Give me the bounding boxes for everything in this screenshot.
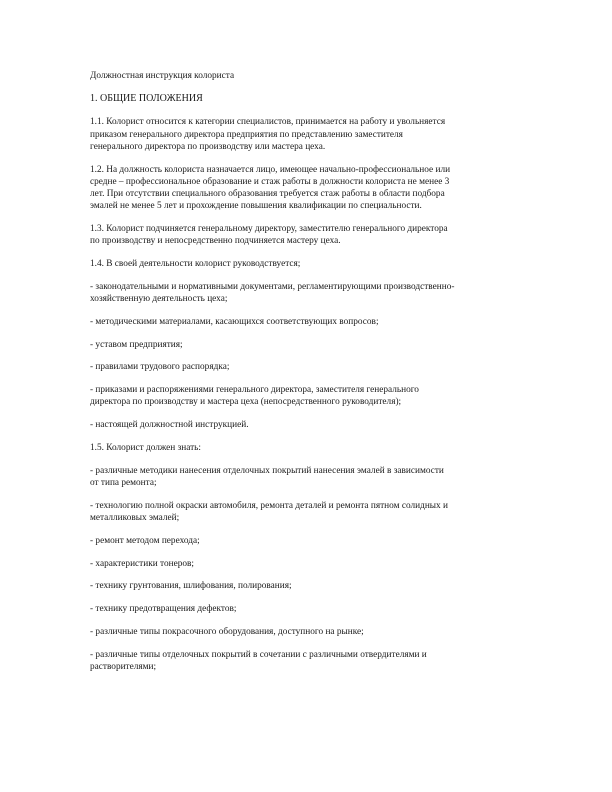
paragraph-line: - настоящей должностной инструкцией. <box>90 420 249 431</box>
list-item <box>90 281 530 305</box>
section-heading: 1. ОБЩИЕ ПОЛОЖЕНИЯ <box>90 93 203 105</box>
paragraph-line: приказом генерального директора предприятия по представлению заместителя <box>90 129 403 140</box>
paragraph-line: - уставом предприятия; <box>90 339 183 350</box>
paragraph-line: 1.4. В своей деятельности колорист руководствуется; <box>90 259 301 270</box>
paragraph-1-2 <box>90 164 530 213</box>
paragraph-line: - характеристики тонеров; <box>90 558 194 569</box>
list-item <box>90 316 530 328</box>
paragraph-line: - технику предотвращения дефектов; <box>90 604 237 615</box>
paragraph-line: по производству и непосредственно подчиняется мастеру цеха. <box>90 236 341 247</box>
list-item <box>90 465 530 489</box>
list-item <box>90 384 530 408</box>
list-item <box>90 626 530 638</box>
list-item <box>90 558 530 570</box>
list-item <box>90 535 530 547</box>
paragraph-1-5 <box>90 442 530 454</box>
paragraph-line: - правилами трудового распорядка; <box>90 362 230 373</box>
paragraph-line: 1.1. Колорист относится к категории специалистов, принимается на работу и увольняется <box>90 117 446 128</box>
paragraph-line: от типа ремонта; <box>90 478 157 488</box>
paragraph-line: директора по производству и мастера цеха (непосредственного руководителя); <box>90 397 402 408</box>
paragraph-line: - ремонт методом перехода; <box>90 535 200 546</box>
paragraph-line: 1.3. Колорист подчиняется генеральному директору, заместителю генерального директора <box>90 224 448 235</box>
paragraph-1-1 <box>90 116 530 153</box>
paragraph-1-3 <box>90 223 530 247</box>
list-item <box>90 361 530 373</box>
paragraph-line: хозяйственную деятельность цеха; <box>90 294 228 305</box>
paragraph-line: металликовых эмалей; <box>90 513 180 523</box>
paragraph-line: лет. При отсутствии специального образования требуется стаж работы в области подбора <box>90 189 445 200</box>
list-item <box>90 580 530 592</box>
paragraph-line: - приказами и распоряжениями генерального директора, заместителя генерального <box>90 385 419 396</box>
paragraph-line: - различные типы покрасочного оборудования, доступного на рынке; <box>90 626 364 637</box>
paragraph-line: - законодательными и нормативными документами, регламентирующими производственно- <box>90 281 455 292</box>
paragraph-line: - различные типы отделочных покрытий в сочетании с различными отвердителями и <box>90 649 427 660</box>
paragraph-line: - различные методики нанесения отделочных покрытий нанесения эмалей в зависимости <box>90 465 444 476</box>
document-page <box>90 70 530 684</box>
list-item <box>90 603 530 615</box>
paragraph-line: 1.2. На должность колориста назначается лицо, имеющее начально-профессиональное или <box>90 164 451 175</box>
paragraph-1-4 <box>90 258 530 270</box>
list-item <box>90 500 530 524</box>
paragraph-line: 1.5. Колорист должен знать: <box>90 443 201 453</box>
list-item <box>90 649 530 673</box>
paragraph-line: - технику грунтования, шлифования, полирования; <box>90 581 292 592</box>
list-item <box>90 339 530 351</box>
paragraph-line: - методическими материалами, касающихся соответствующих вопросов; <box>90 316 379 327</box>
paragraph-line: эмалей не менее 5 лет и прохождение повышения квалификации по специальности. <box>90 201 422 212</box>
document-title: Должностная инструкция колориста <box>90 71 235 81</box>
paragraph-line: средне – профессиональное образование и стаж работы в должности колориста не менее 3 <box>90 176 450 187</box>
paragraph-line: - технологию полной окраски автомобиля, ремонта деталей и ремонта пятном солидных и <box>90 500 448 511</box>
paragraph-line: растворителями; <box>90 661 157 672</box>
paragraph-line: генерального директора по производству или мастера цеха. <box>90 141 326 152</box>
list-item <box>90 419 530 431</box>
